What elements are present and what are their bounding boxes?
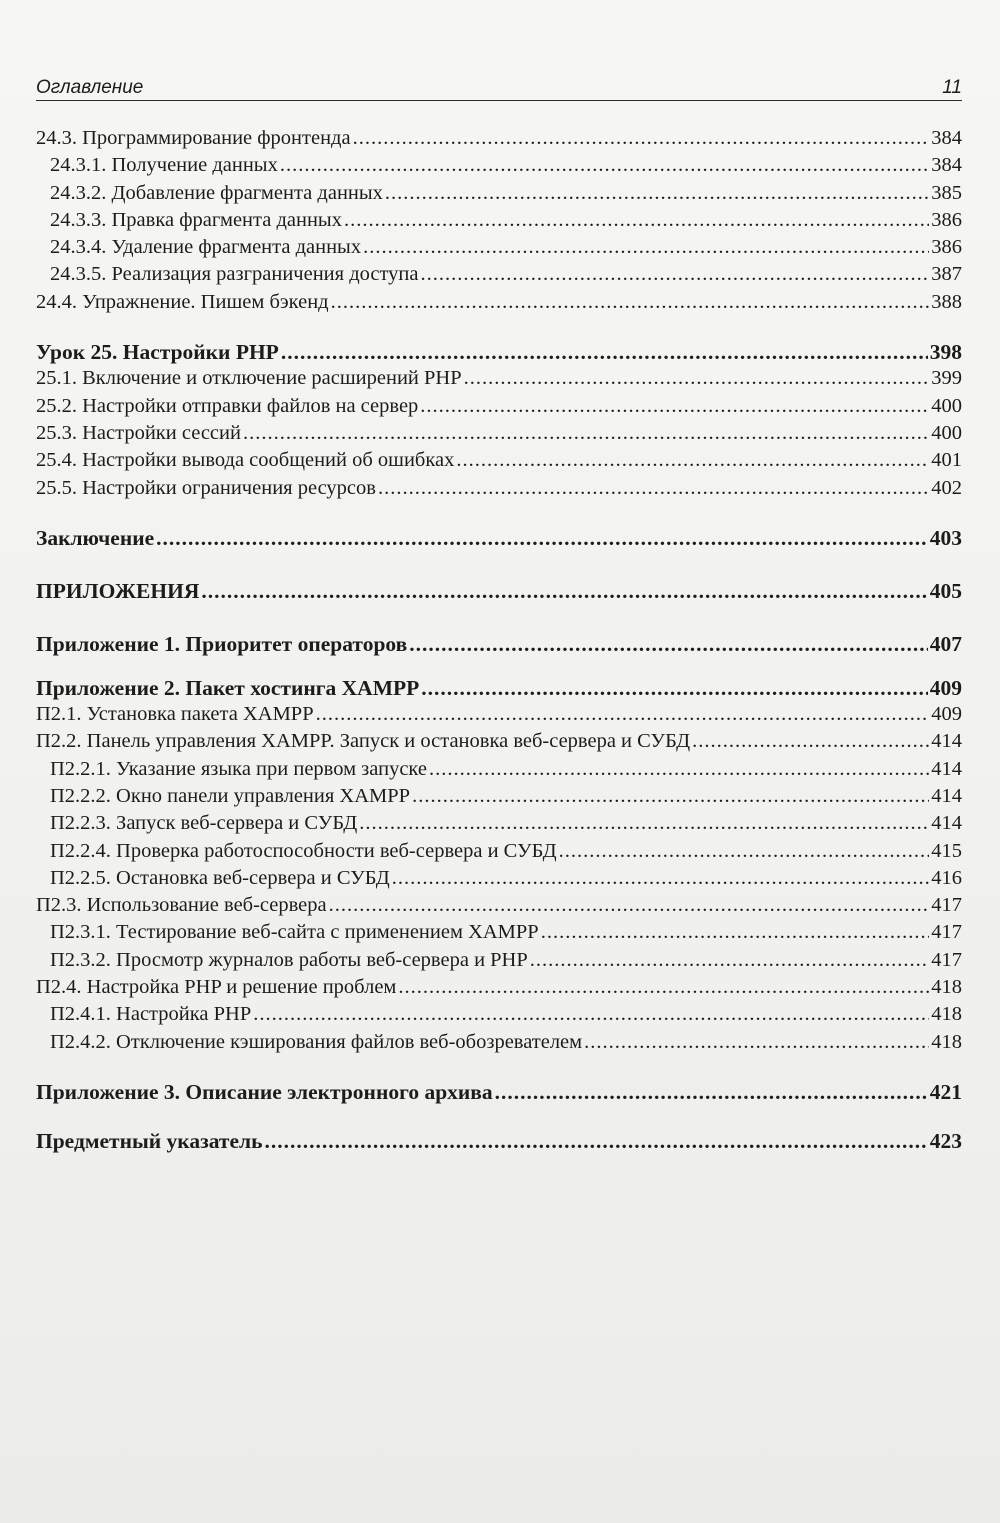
dot-leader bbox=[456, 449, 929, 472]
toc-entry-page: 417 bbox=[931, 894, 962, 917]
toc-entry-title: Предметный указатель bbox=[36, 1129, 263, 1154]
toc-entry-page: 386 bbox=[931, 236, 962, 259]
toc-entry bbox=[36, 703, 962, 730]
toc-entry-title: П2.2.5. Остановка веб-сервера и СУБД bbox=[50, 866, 390, 889]
dot-leader bbox=[329, 894, 930, 917]
toc-entry-title: П2.3. Использование веб-сервера bbox=[36, 894, 327, 917]
toc-entry bbox=[36, 976, 962, 1003]
toc-spacer bbox=[36, 504, 962, 526]
dot-leader bbox=[692, 730, 929, 753]
toc-entry bbox=[36, 1003, 962, 1030]
dot-leader bbox=[530, 949, 929, 972]
toc-entry bbox=[36, 209, 962, 236]
toc-entry-title: Заключение bbox=[36, 525, 155, 550]
toc-entry-title: П2.3.1. Тестирование веб-сайта с применением XAMPP bbox=[50, 921, 539, 944]
toc-entry bbox=[36, 894, 962, 921]
toc-spacer bbox=[36, 1058, 962, 1080]
toc-entry-page: 399 bbox=[931, 367, 962, 390]
toc-entry-title: 25.5. Настройки ограничения ресурсов bbox=[36, 476, 376, 499]
toc-entry-page: 384 bbox=[931, 127, 962, 149]
toc-entry-title: 24.3.4. Удаление фрагмента данных bbox=[50, 236, 362, 259]
dot-leader bbox=[344, 209, 929, 232]
toc-entry-page: 415 bbox=[931, 839, 962, 862]
toc-entry-page: 405 bbox=[929, 579, 962, 604]
toc-entry-page: 409 bbox=[929, 675, 962, 700]
toc-entry bbox=[36, 1129, 962, 1156]
dot-leader bbox=[464, 367, 930, 390]
toc-entry-page: 403 bbox=[929, 525, 962, 550]
toc-entry-page: 417 bbox=[931, 948, 962, 971]
toc-entry-page: 414 bbox=[931, 784, 962, 807]
toc-entry-page: 417 bbox=[931, 921, 962, 944]
dot-leader bbox=[385, 182, 929, 205]
toc-entry-title: П2.2. Панель управления XAMPP. Запуск и остановка веб-сервера и СУБД bbox=[36, 730, 691, 753]
toc-entry bbox=[36, 579, 962, 606]
dot-leader bbox=[495, 1080, 928, 1105]
toc-entry-page: 385 bbox=[931, 181, 962, 204]
toc-entry-title: П2.2.4. Проверка работоспособности веб-сервера и СУБД bbox=[50, 839, 557, 862]
toc-entry-title: 24.3.5. Реализация разграничения доступа bbox=[50, 263, 419, 286]
toc-entry-title: П2.2.1. Указание языка при первом запуске bbox=[50, 757, 427, 780]
toc-entry-page: 414 bbox=[931, 812, 962, 835]
toc-entry-title: П2.3.2. Просмотр журналов работы веб-сервера и PHP bbox=[50, 948, 528, 971]
toc-entry-page: 384 bbox=[931, 154, 962, 177]
toc-entry bbox=[36, 785, 962, 812]
toc-spacer bbox=[36, 660, 962, 676]
toc-entry bbox=[36, 676, 962, 703]
toc-entry bbox=[36, 154, 962, 181]
toc-entry-title: 24.3.3. Правка фрагмента данных bbox=[50, 208, 342, 231]
toc-entry bbox=[36, 263, 962, 290]
toc-entry-page: 416 bbox=[931, 866, 962, 889]
toc-entry-title: 24.4. Упражнение. Пишем бэкенд bbox=[36, 290, 329, 313]
toc-entry-page: 386 bbox=[931, 208, 962, 231]
table-of-contents bbox=[36, 127, 962, 1157]
dot-leader bbox=[392, 867, 929, 890]
dot-leader bbox=[264, 1129, 927, 1154]
toc-entry-title: 25.4. Настройки вывода сообщений об ошибках bbox=[36, 449, 455, 472]
toc-entry-title: П2.4.1. Настройка PHP bbox=[50, 1003, 252, 1026]
dot-leader bbox=[353, 127, 930, 150]
toc-entry-page: 418 bbox=[931, 1030, 962, 1053]
toc-entry-title: 24.3.2. Добавление фрагмента данных bbox=[50, 181, 383, 204]
dot-leader bbox=[281, 340, 928, 365]
toc-entry bbox=[36, 632, 962, 659]
dot-leader bbox=[409, 632, 928, 657]
dot-leader bbox=[201, 579, 927, 604]
toc-entry bbox=[36, 367, 962, 394]
toc-entry bbox=[36, 526, 962, 553]
toc-spacer bbox=[36, 318, 962, 340]
toc-entry bbox=[36, 395, 962, 422]
toc-spacer bbox=[36, 1107, 962, 1129]
toc-entry-title: 25.3. Настройки сессий bbox=[36, 421, 241, 444]
toc-entry-page: 407 bbox=[929, 632, 962, 657]
running-header bbox=[36, 74, 962, 101]
toc-entry-page: 398 bbox=[929, 340, 962, 365]
toc-entry-title: П2.4. Настройка PHP и решение проблем bbox=[36, 976, 397, 999]
dot-leader bbox=[243, 422, 929, 445]
header-page-number: 11 bbox=[942, 77, 962, 98]
toc-entry-title: ПРИЛОЖЕНИЯ bbox=[36, 579, 200, 604]
dot-leader bbox=[363, 236, 929, 259]
toc-entry bbox=[36, 477, 962, 504]
toc-entry bbox=[36, 340, 962, 367]
toc-entry-page: 402 bbox=[931, 476, 962, 499]
dot-leader bbox=[559, 840, 930, 863]
dot-leader bbox=[316, 703, 930, 726]
toc-entry-title: Приложение 3. Описание электронного архива bbox=[36, 1079, 493, 1104]
dot-leader bbox=[421, 263, 930, 286]
dot-leader bbox=[412, 785, 929, 808]
toc-entry-page: 400 bbox=[931, 394, 962, 417]
toc-entry-title: 25.2. Настройки отправки файлов на сервер bbox=[36, 394, 419, 417]
toc-entry-page: 414 bbox=[931, 757, 962, 780]
toc-entry-title: П2.2.3. Запуск веб-сервера и СУБД bbox=[50, 812, 358, 835]
toc-entry-page: 409 bbox=[931, 703, 962, 726]
dot-leader bbox=[253, 1003, 929, 1026]
dot-leader bbox=[398, 976, 929, 999]
toc-spacer bbox=[36, 553, 962, 579]
dot-leader bbox=[584, 1031, 929, 1054]
toc-entry-page: 423 bbox=[929, 1129, 962, 1154]
toc-spacer bbox=[36, 606, 962, 632]
toc-entry-title: Приложение 2. Пакет хостинга XAMPP bbox=[36, 675, 420, 700]
toc-entry-page: 400 bbox=[931, 421, 962, 444]
toc-entry-page: 388 bbox=[931, 290, 962, 313]
toc-entry-page: 401 bbox=[931, 449, 962, 472]
toc-entry bbox=[36, 1031, 962, 1058]
toc-entry bbox=[36, 291, 962, 318]
toc-entry-title: П2.1. Установка пакета XAMPP bbox=[36, 703, 314, 726]
toc-entry bbox=[36, 449, 962, 476]
toc-entry-title: Приложение 1. Приоритет операторов bbox=[36, 632, 408, 657]
toc-entry-page: 418 bbox=[931, 1003, 962, 1026]
toc-entry bbox=[36, 921, 962, 948]
dot-leader bbox=[420, 395, 929, 418]
toc-entry-page: 414 bbox=[931, 730, 962, 753]
toc-entry bbox=[36, 758, 962, 785]
toc-entry-title: П2.2.2. Окно панели управления XAMPP bbox=[50, 784, 411, 807]
dot-leader bbox=[421, 676, 927, 701]
toc-entry bbox=[36, 949, 962, 976]
dot-leader bbox=[156, 526, 928, 551]
toc-entry-title: 24.3.1. Получение данных bbox=[50, 154, 278, 177]
dot-leader bbox=[331, 291, 930, 314]
dot-leader bbox=[429, 758, 929, 781]
toc-entry bbox=[36, 1080, 962, 1107]
toc-entry-title: Урок 25. Настройки PHP bbox=[36, 340, 279, 365]
toc-entry bbox=[36, 730, 962, 757]
toc-entry-title: 25.1. Включение и отключение расширений PHP bbox=[36, 367, 462, 390]
dot-leader bbox=[541, 921, 930, 944]
dot-leader bbox=[280, 154, 929, 177]
toc-entry-title: 24.3. Программирование фронтенда bbox=[36, 127, 351, 149]
toc-entry-page: 418 bbox=[931, 976, 962, 999]
toc-entry-page: 387 bbox=[931, 263, 962, 286]
toc-entry bbox=[36, 422, 962, 449]
toc-entry bbox=[36, 840, 962, 867]
toc-entry bbox=[36, 182, 962, 209]
toc-entry bbox=[36, 236, 962, 263]
toc-entry bbox=[36, 127, 962, 154]
toc-entry-page: 421 bbox=[929, 1079, 962, 1104]
dot-leader bbox=[378, 477, 929, 500]
header-title: Оглавление bbox=[36, 77, 144, 98]
toc-entry bbox=[36, 812, 962, 839]
toc-entry-title: П2.4.2. Отключение кэширования файлов веб-обозревателем bbox=[50, 1030, 583, 1053]
dot-leader bbox=[359, 812, 929, 835]
toc-entry bbox=[36, 867, 962, 894]
